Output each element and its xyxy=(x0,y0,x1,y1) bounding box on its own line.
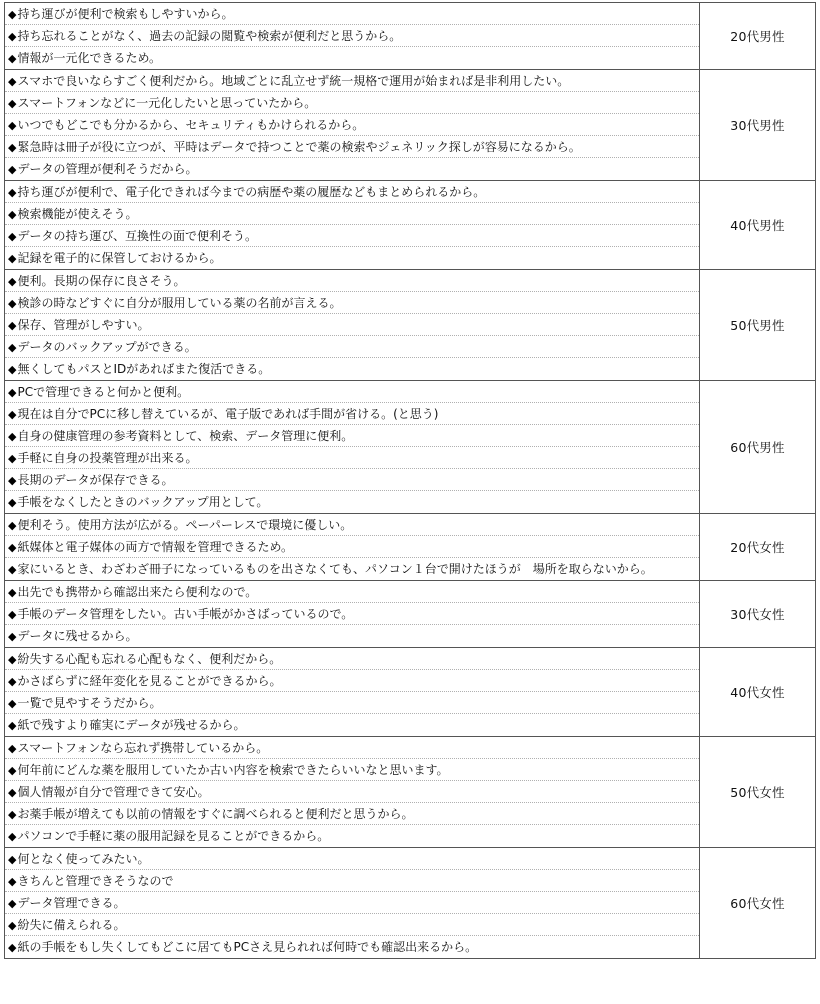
diamond-bullet-icon: ◆ xyxy=(8,275,17,288)
respondent-group-label: 60代男性 xyxy=(700,381,816,514)
diamond-bullet-icon: ◆ xyxy=(8,697,17,710)
diamond-bullet-icon: ◆ xyxy=(8,742,17,755)
diamond-bullet-icon: ◆ xyxy=(8,141,17,154)
comment-line xyxy=(5,936,699,958)
comment-line xyxy=(5,914,699,936)
comment-text: 個人情報が自分で管理できて安心。 xyxy=(17,785,210,799)
comments-cell xyxy=(5,514,700,581)
comment-text: データのバックアップができる。 xyxy=(17,340,197,354)
comment-line xyxy=(5,825,699,847)
comment-line xyxy=(5,70,699,92)
comment-text: PCで管理できると何かと便利。 xyxy=(17,385,190,399)
diamond-bullet-icon: ◆ xyxy=(8,208,17,221)
comment-text: 手帳をなくしたときのバックアップ用として。 xyxy=(17,495,269,509)
comments-cell xyxy=(5,581,700,648)
comment-line xyxy=(5,469,699,491)
diamond-bullet-icon: ◆ xyxy=(8,252,17,265)
comment-text: 便利そう。使用方法が広がる。ペーパーレスで環境に優しい。 xyxy=(17,518,353,532)
respondent-group-label: 60代女性 xyxy=(700,848,816,959)
comment-text: 一覧で見やすそうだから。 xyxy=(17,696,162,710)
comment-line xyxy=(5,136,699,158)
comment-text: 情報が一元化できるため。 xyxy=(17,51,161,65)
diamond-bullet-icon: ◆ xyxy=(8,363,17,376)
diamond-bullet-icon: ◆ xyxy=(8,786,17,799)
diamond-bullet-icon: ◆ xyxy=(8,919,17,932)
diamond-bullet-icon: ◆ xyxy=(8,764,17,777)
comment-line xyxy=(5,225,699,247)
respondent-group-label: 40代男性 xyxy=(700,181,816,270)
comment-line xyxy=(5,692,699,714)
diamond-bullet-icon: ◆ xyxy=(8,808,17,821)
respondent-group-row xyxy=(5,581,816,648)
comment-line xyxy=(5,625,699,647)
comment-text: 紛失する心配も忘れる心配もなく、便利だから。 xyxy=(17,652,282,666)
diamond-bullet-icon: ◆ xyxy=(8,653,17,666)
comment-line xyxy=(5,848,699,870)
comment-line xyxy=(5,447,699,469)
comment-text: 検索機能が使えそう。 xyxy=(17,207,138,221)
comment-line xyxy=(5,425,699,447)
diamond-bullet-icon: ◆ xyxy=(8,563,17,576)
diamond-bullet-icon: ◆ xyxy=(8,675,17,688)
comment-line xyxy=(5,336,699,358)
comment-text: 緊急時は冊子が役に立つが、平時はデータで持つことで薬の検索やジェネリック探しが容易になるから。 xyxy=(17,140,581,154)
comment-line xyxy=(5,92,699,114)
respondent-group-row xyxy=(5,381,816,514)
comment-line xyxy=(5,358,699,380)
comment-line xyxy=(5,3,699,25)
comment-text: 紙の手帳をもし失くしてもどこに居てもPCさえ見られれば何時でも確認出来るから。 xyxy=(17,940,478,954)
comment-text: 出先でも携帯から確認出来たら便利なので。 xyxy=(17,585,258,599)
comment-line xyxy=(5,870,699,892)
comment-line xyxy=(5,25,699,47)
comment-text: 持ち運びが便利で検索もしやすいから。 xyxy=(17,7,234,21)
comment-text: 持ち運びが便利で、電子化できれば今までの病歴や薬の履歴などもまとめられるから。 xyxy=(17,185,486,199)
comment-text: 現在は自分でPCに移し替えているが、電子版であれば手間が省ける。(と思う) xyxy=(17,407,439,421)
respondent-group-row xyxy=(5,181,816,270)
diamond-bullet-icon: ◆ xyxy=(8,541,17,554)
comment-text: いつでもどこでも分かるから、セキュリティもかけられるから。 xyxy=(17,118,365,132)
respondent-group-row xyxy=(5,270,816,381)
comment-line xyxy=(5,314,699,336)
comment-text: データに残せるから。 xyxy=(17,629,138,643)
comment-text: 手軽に自身の投薬管理が出来る。 xyxy=(17,451,198,465)
comment-line xyxy=(5,892,699,914)
diamond-bullet-icon: ◆ xyxy=(8,830,17,843)
respondent-group-label: 40代女性 xyxy=(700,648,816,737)
comment-text: 長期のデータが保存できる。 xyxy=(17,473,174,487)
comment-line xyxy=(5,648,699,670)
respondent-group-row xyxy=(5,648,816,737)
respondent-group-row xyxy=(5,848,816,959)
comment-text: 紙媒体と電子媒体の両方で情報を管理できるため。 xyxy=(17,540,293,554)
survey-table-body xyxy=(5,3,816,959)
comment-line xyxy=(5,581,699,603)
diamond-bullet-icon: ◆ xyxy=(8,941,17,954)
diamond-bullet-icon: ◆ xyxy=(8,408,17,421)
respondent-group-row xyxy=(5,737,816,848)
comment-line xyxy=(5,759,699,781)
comment-text: スマホで良いならすごく便利だから。地域ごとに乱立せず統一規格で運用が始まれば是非利用したい。 xyxy=(17,74,570,88)
comment-text: かさばらずに経年変化を見ることができるから。 xyxy=(17,674,282,688)
comments-cell xyxy=(5,70,700,181)
comment-text: 自身の健康管理の参考資料として、検索、データ管理に便利。 xyxy=(17,429,354,443)
diamond-bullet-icon: ◆ xyxy=(8,386,17,399)
diamond-bullet-icon: ◆ xyxy=(8,75,17,88)
respondent-group-label: 50代男性 xyxy=(700,270,816,381)
diamond-bullet-icon: ◆ xyxy=(8,230,17,243)
comment-text: きちんと管理できそうなので xyxy=(17,874,174,888)
diamond-bullet-icon: ◆ xyxy=(8,119,17,132)
comment-line xyxy=(5,558,699,580)
diamond-bullet-icon: ◆ xyxy=(8,97,17,110)
respondent-group-label: 20代男性 xyxy=(700,3,816,70)
comment-line xyxy=(5,737,699,759)
comment-text: データの持ち運び、互換性の面で便利そう。 xyxy=(17,229,257,243)
respondent-group-label: 30代女性 xyxy=(700,581,816,648)
comment-line xyxy=(5,803,699,825)
diamond-bullet-icon: ◆ xyxy=(8,452,17,465)
diamond-bullet-icon: ◆ xyxy=(8,519,17,532)
diamond-bullet-icon: ◆ xyxy=(8,52,17,65)
diamond-bullet-icon: ◆ xyxy=(8,430,17,443)
diamond-bullet-icon: ◆ xyxy=(8,319,17,332)
respondent-group-label: 20代女性 xyxy=(700,514,816,581)
comment-line xyxy=(5,491,699,513)
comment-line xyxy=(5,47,699,69)
comments-cell xyxy=(5,848,700,959)
diamond-bullet-icon: ◆ xyxy=(8,586,17,599)
diamond-bullet-icon: ◆ xyxy=(8,474,17,487)
comment-line xyxy=(5,603,699,625)
comment-text: 検診の時などすぐに自分が服用している薬の名前が言える。 xyxy=(17,296,342,310)
comments-cell xyxy=(5,181,700,270)
comment-text: 何となく使ってみたい。 xyxy=(17,852,150,866)
comment-line xyxy=(5,514,699,536)
diamond-bullet-icon: ◆ xyxy=(8,719,17,732)
diamond-bullet-icon: ◆ xyxy=(8,8,17,21)
comment-text: 無くしてもパスとIDがあればまた復活できる。 xyxy=(17,362,271,376)
comment-line xyxy=(5,670,699,692)
comment-text: 記録を電子的に保管しておけるから。 xyxy=(17,251,222,265)
diamond-bullet-icon: ◆ xyxy=(8,630,17,643)
comment-text: 家にいるとき、わざわざ冊子になっているものを出さなくても、パソコン１台で開けたほうが 場所を取らないから。 xyxy=(17,562,653,576)
comment-text: 紛失に備えられる。 xyxy=(17,918,126,932)
diamond-bullet-icon: ◆ xyxy=(8,186,17,199)
diamond-bullet-icon: ◆ xyxy=(8,608,17,621)
comment-line xyxy=(5,714,699,736)
comments-cell xyxy=(5,270,700,381)
comments-cell xyxy=(5,3,700,70)
comment-text: お薬手帳が増えても以前の情報をすぐに調べられると便利だと思うから。 xyxy=(17,807,414,821)
comment-line xyxy=(5,247,699,269)
diamond-bullet-icon: ◆ xyxy=(8,30,17,43)
comments-cell xyxy=(5,648,700,737)
comment-text: スマートフォンなら忘れず携帯しているから。 xyxy=(17,741,269,755)
comment-text: 紙で残すより確実にデータが残せるから。 xyxy=(17,718,246,732)
comments-cell xyxy=(5,381,700,514)
diamond-bullet-icon: ◆ xyxy=(8,496,17,509)
comment-text: パソコンで手軽に薬の服用記録を見ることができるから。 xyxy=(17,829,330,843)
comment-line xyxy=(5,292,699,314)
respondent-group-row xyxy=(5,3,816,70)
comment-line xyxy=(5,381,699,403)
comment-text: 便利。長期の保存に良さそう。 xyxy=(17,274,186,288)
comment-line xyxy=(5,403,699,425)
survey-comments-table xyxy=(4,2,816,959)
diamond-bullet-icon: ◆ xyxy=(8,163,17,176)
comment-text: 保存、管理がしやすい。 xyxy=(17,318,150,332)
comment-line xyxy=(5,114,699,136)
comment-line xyxy=(5,270,699,292)
respondent-group-row xyxy=(5,70,816,181)
diamond-bullet-icon: ◆ xyxy=(8,875,17,888)
comment-line xyxy=(5,181,699,203)
diamond-bullet-icon: ◆ xyxy=(8,853,17,866)
comments-cell xyxy=(5,737,700,848)
comment-line xyxy=(5,536,699,558)
diamond-bullet-icon: ◆ xyxy=(8,897,17,910)
comment-text: スマートフォンなどに一元化したいと思っていたから。 xyxy=(17,96,317,110)
respondent-group-row xyxy=(5,514,816,581)
respondent-group-label: 30代男性 xyxy=(700,70,816,181)
comment-line xyxy=(5,781,699,803)
comment-text: データ管理できる。 xyxy=(17,896,126,910)
comment-text: データの管理が便利そうだから。 xyxy=(17,162,198,176)
comment-line xyxy=(5,158,699,180)
comment-text: 持ち忘れることがなく、過去の記録の閲覧や検索が便利だと思うから。 xyxy=(17,29,402,43)
diamond-bullet-icon: ◆ xyxy=(8,341,17,354)
diamond-bullet-icon: ◆ xyxy=(8,297,17,310)
comment-text: 手帳のデータ管理をしたい。古い手帳がかさばっているので。 xyxy=(17,607,354,621)
respondent-group-label: 50代女性 xyxy=(700,737,816,848)
comment-text: 何年前にどんな薬を服用していたか古い内容を検索できたらいいなと思います。 xyxy=(17,763,449,777)
comment-line xyxy=(5,203,699,225)
